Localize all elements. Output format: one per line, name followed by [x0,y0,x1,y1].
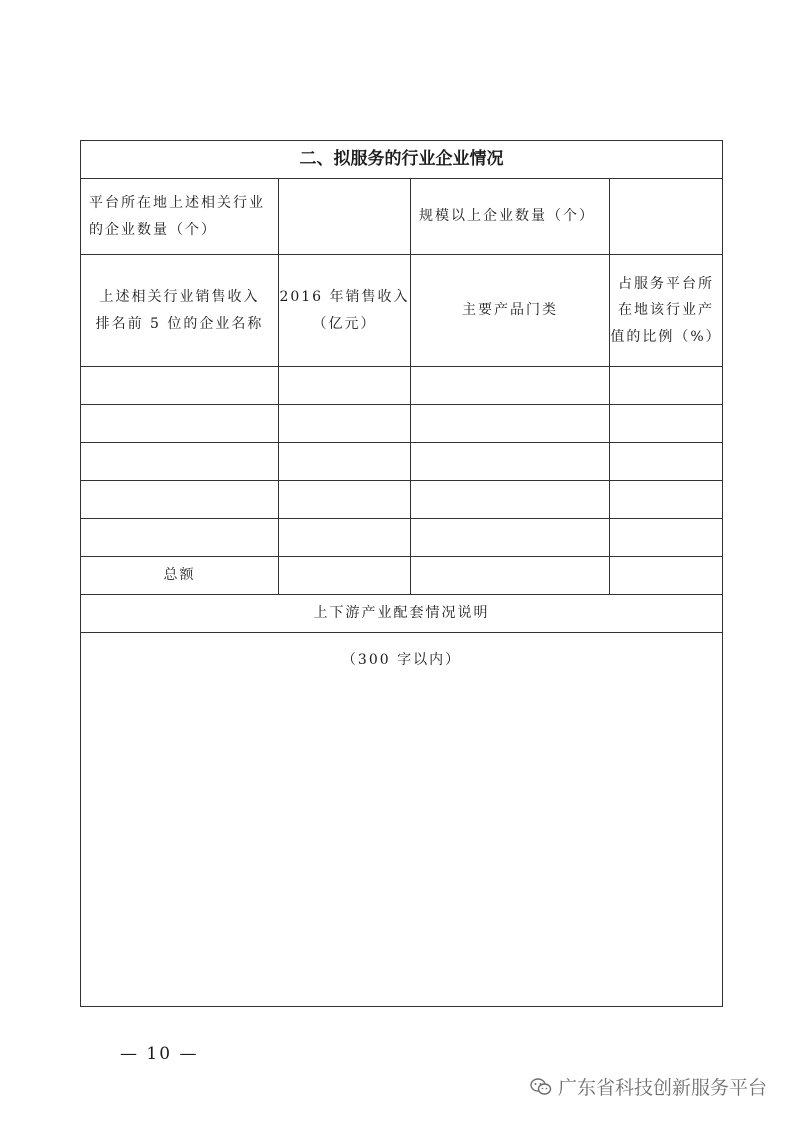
top5-enterprise-header-line2: 排名前 5 位的企业名称 [95,315,264,332]
product-category-cell[interactable] [411,367,610,405]
enterprise-name-cell[interactable] [81,519,279,557]
wechat-icon [530,1077,552,1097]
upstream-downstream-description-area[interactable] [81,633,723,1007]
total-row [81,557,723,595]
table-row [81,443,723,481]
watermark [530,1073,767,1100]
enterprise-count-label [81,179,279,255]
product-category-cell[interactable] [411,405,610,443]
output-ratio-header [610,255,723,367]
sales-revenue-cell[interactable] [279,367,411,405]
enterprise-count-label-line2: 的企业数量（个） [89,221,217,238]
sales-revenue-header-line1: 2016 年销售收入 [279,288,410,305]
enterprise-count-label-line1: 平台所在地上述相关行业 [89,194,265,211]
output-ratio-header-line1: 占服务平台所 [618,275,714,292]
table-row [81,519,723,557]
output-ratio-cell[interactable] [610,481,723,519]
table-row [81,481,723,519]
enterprise-count-input[interactable] [279,179,411,255]
word-limit-hint: （300 字以内） [341,652,462,668]
sales-revenue-cell[interactable] [279,405,411,443]
top5-enterprise-header [81,255,279,367]
output-ratio-header-line3: 值的比例（%） [610,328,722,345]
sales-revenue-cell[interactable] [279,481,411,519]
product-category-cell[interactable] [411,443,610,481]
enterprise-name-cell[interactable] [81,443,279,481]
total-product-category-cell[interactable] [411,557,610,595]
upstream-downstream-title: 上下游产业配套情况说明 [81,595,723,633]
output-ratio-cell[interactable] [610,367,723,405]
output-ratio-cell[interactable] [610,443,723,481]
total-output-ratio-cell[interactable] [610,557,723,595]
sales-revenue-cell[interactable] [279,519,411,557]
enterprise-name-cell[interactable] [81,405,279,443]
product-category-cell[interactable] [411,481,610,519]
table-row [81,405,723,443]
page-number: — 10 — [120,1044,199,1064]
watermark-text: 广东省科技创新服务平台 [557,1077,767,1099]
large-enterprise-count-input[interactable] [610,179,723,255]
sales-revenue-cell[interactable] [279,443,411,481]
output-ratio-cell[interactable] [610,519,723,557]
table-row [81,367,723,405]
total-label: 总额 [81,557,279,595]
large-enterprise-count-label: 规模以上企业数量（个） [411,179,610,255]
enterprise-name-cell[interactable] [81,367,279,405]
section-title: 二、拟服务的行业企业情况 [81,141,723,179]
enterprise-name-cell[interactable] [81,481,279,519]
output-ratio-cell[interactable] [610,405,723,443]
industry-enterprise-table [80,140,723,1007]
top5-enterprise-header-line1: 上述相关行业销售收入 [99,288,260,305]
sales-revenue-header [279,255,411,367]
total-sales-revenue-cell[interactable] [279,557,411,595]
output-ratio-header-line2: 在地该行业产 [618,302,714,319]
product-category-cell[interactable] [411,519,610,557]
sales-revenue-header-line2: （亿元） [312,315,377,332]
product-category-header: 主要产品门类 [411,255,610,367]
